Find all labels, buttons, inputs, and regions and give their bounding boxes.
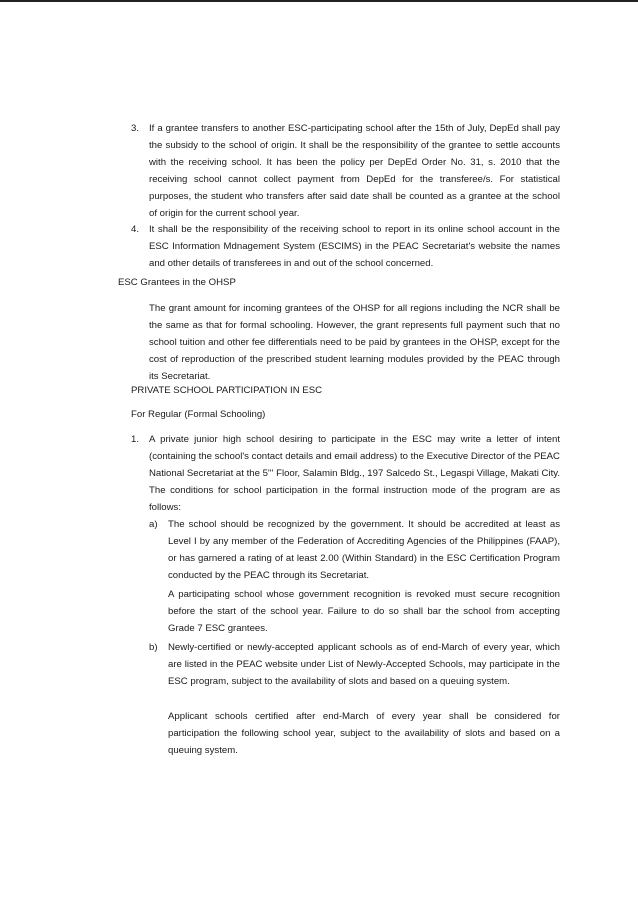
item-4-paragraph: It shall be the responsibility of the receiving school to report in its online school account in the ESC Information Mdnagement System (ESCIMS) in the PEAC Secretariat's website the names and other details of transferees in and out of the school concerned.: [149, 224, 560, 270]
condition-a-note: A participating school whose government recognition is revoked must secure recognition before the start of the school year. Failure to do so shall bar the school from accepting Grade 7 ESC grantees.: [168, 589, 560, 635]
formal-schooling-subheading: For Regular (Formal Schooling): [131, 409, 266, 420]
top-border-line: [0, 0, 638, 2]
item-3-paragraph: If a grantee transfers to another ESC-participating school after the 15th of July, DepEd shall pay the subsidy to the school of origin. It shall be the responsibility of the grantee to settle accounts with the receiving school. It has been the policy per DepEd Order No. 31, s. 2010 that the receiving school cannot collect payment from DepEd for the transferee/s. For statistical purposes, the student who transfers after said date shall be counted as a grantee at the school of origin for the current school year.: [149, 123, 560, 220]
condition-b-note: Applicant schools certified after end-March of every year shall be considered for participation the following school year, subject to the availability of slots and based on a queuing system.: [168, 711, 560, 757]
item-4-number: 4.: [131, 224, 140, 235]
condition-a-label: a): [149, 519, 158, 530]
ohsp-paragraph: The grant amount for incoming grantees of the OHSP for all regions including the NCR shall be the same as that for formal schooling. However, the grant represents full payment such that no school tuition and other fee differentials need to be paid by grantees in the OHSP, except for the cost of reproduction of the prescribed student learning modules provided by the PEAC through its Secretariat.: [149, 303, 560, 383]
condition-a-paragraph: The school should be recognized by the government. It should be accredited at least as Level I by any member of the Federation of Accrediting Agencies of the Philippines (FAAP), or has garnered a rating of at least 2.00 (Within Standard) in the ESC Certification Program conducted by the PEAC through its Secretariat.: [168, 519, 560, 582]
participation-item-1-paragraph: A private junior high school desiring to participate in the ESC may write a letter of intent (containing the school's contact details and email address) to the Executive Director of the PEAC National Secretariat at the 5''' Floor, Salamin Bldg., 197 Salcedo St., Legaspi Village, Makati City. The conditions for school participation in the formal instruction mode of the program are as follows:: [149, 434, 560, 514]
participation-item-1-number: 1.: [131, 434, 140, 445]
ohsp-heading: ESC Grantees in the OHSP: [118, 277, 236, 288]
condition-b-label: b): [149, 642, 158, 653]
private-participation-heading: PRIVATE SCHOOL PARTICIPATION IN ESC: [131, 385, 323, 396]
condition-b-paragraph: Newly-certified or newly-accepted applicant schools as of end-March of every year, which are listed in the PEAC website under List of Newly-Accepted Schools, may participate in the ESC program, subject to the availability of slots and based on a queuing system.: [168, 642, 560, 688]
item-3-number: 3.: [131, 123, 140, 134]
